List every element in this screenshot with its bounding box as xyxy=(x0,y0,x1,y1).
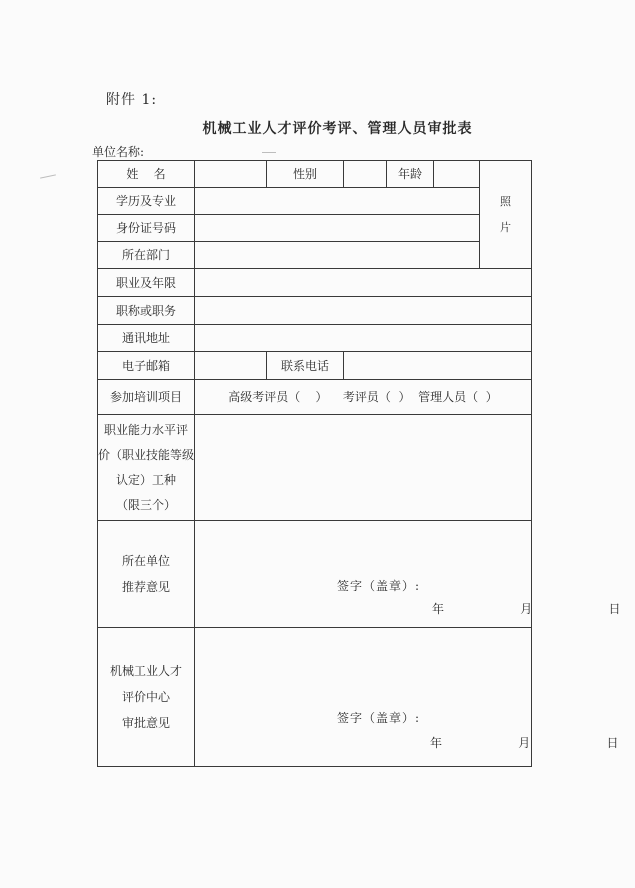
ability-line-3: 认定）工种 xyxy=(115,472,176,487)
age-label: 年龄 xyxy=(386,160,434,188)
ability-field[interactable] xyxy=(194,414,532,521)
phone-label: 联系电话 xyxy=(266,351,344,380)
ability-line-4: （限三个） xyxy=(115,497,176,512)
email-label: 电子邮箱 xyxy=(97,351,195,380)
gender-field[interactable] xyxy=(343,160,387,188)
address-field[interactable] xyxy=(194,324,532,352)
center-opinion-line-2: 评价中心 xyxy=(121,690,170,704)
center-opinion-line-1: 机械工业人才 xyxy=(109,664,182,678)
id-number-label: 身份证号码 xyxy=(97,214,195,242)
gender-label: 性别 xyxy=(266,160,344,188)
form-title: 机械工业人才评价考评、管理人员审批表 xyxy=(202,121,473,137)
name-field[interactable] xyxy=(194,160,267,188)
department-field[interactable] xyxy=(194,241,480,269)
title-position-label: 职称或职务 xyxy=(97,296,195,325)
ability-line-1: 职业能力水平评 xyxy=(103,422,188,437)
phone-field[interactable] xyxy=(343,351,532,380)
ability-line-2: 价（职业技能等级 xyxy=(98,447,195,462)
ability-label xyxy=(97,414,195,521)
unit-signature-label: 签字（盖章）: xyxy=(337,579,421,593)
department-label: 所在部门 xyxy=(97,241,195,269)
center-date-label: 年 月 日 xyxy=(430,736,620,750)
unit-opinion-line-2: 推荐意见 xyxy=(121,580,170,594)
center-opinion-line-3: 审批意见 xyxy=(121,716,170,730)
attachment-label: 附件 1: xyxy=(106,92,158,108)
scan-mark xyxy=(40,174,56,178)
photo-label-1: 照 xyxy=(500,194,511,208)
unit-name-label: 单位名称: xyxy=(92,145,145,159)
education-label: 学历及专业 xyxy=(97,187,195,215)
name-label: 姓 名 xyxy=(97,160,195,188)
photo-label-2: 片 xyxy=(500,220,511,234)
id-number-field[interactable] xyxy=(194,214,480,242)
email-field[interactable] xyxy=(194,351,267,380)
unit-opinion-label xyxy=(97,520,195,628)
unit-date-label: 年 月 日 xyxy=(432,602,622,616)
age-field[interactable] xyxy=(433,160,480,188)
occupation-years-label: 职业及年限 xyxy=(97,268,195,297)
unit-opinion-line-1: 所在单位 xyxy=(121,554,170,568)
education-field[interactable] xyxy=(194,187,480,215)
scan-mark xyxy=(262,152,276,153)
training-options[interactable]: 高级考评员（ ） 考评员（ ） 管理人员（ ） xyxy=(194,379,532,415)
title-position-field[interactable] xyxy=(194,296,532,325)
training-label: 参加培训项目 xyxy=(97,379,195,415)
center-opinion-label xyxy=(97,627,195,767)
photo-box[interactable] xyxy=(479,160,532,269)
occupation-years-field[interactable] xyxy=(194,268,532,297)
center-signature-label: 签字（盖章）: xyxy=(337,711,421,725)
address-label: 通讯地址 xyxy=(97,324,195,352)
